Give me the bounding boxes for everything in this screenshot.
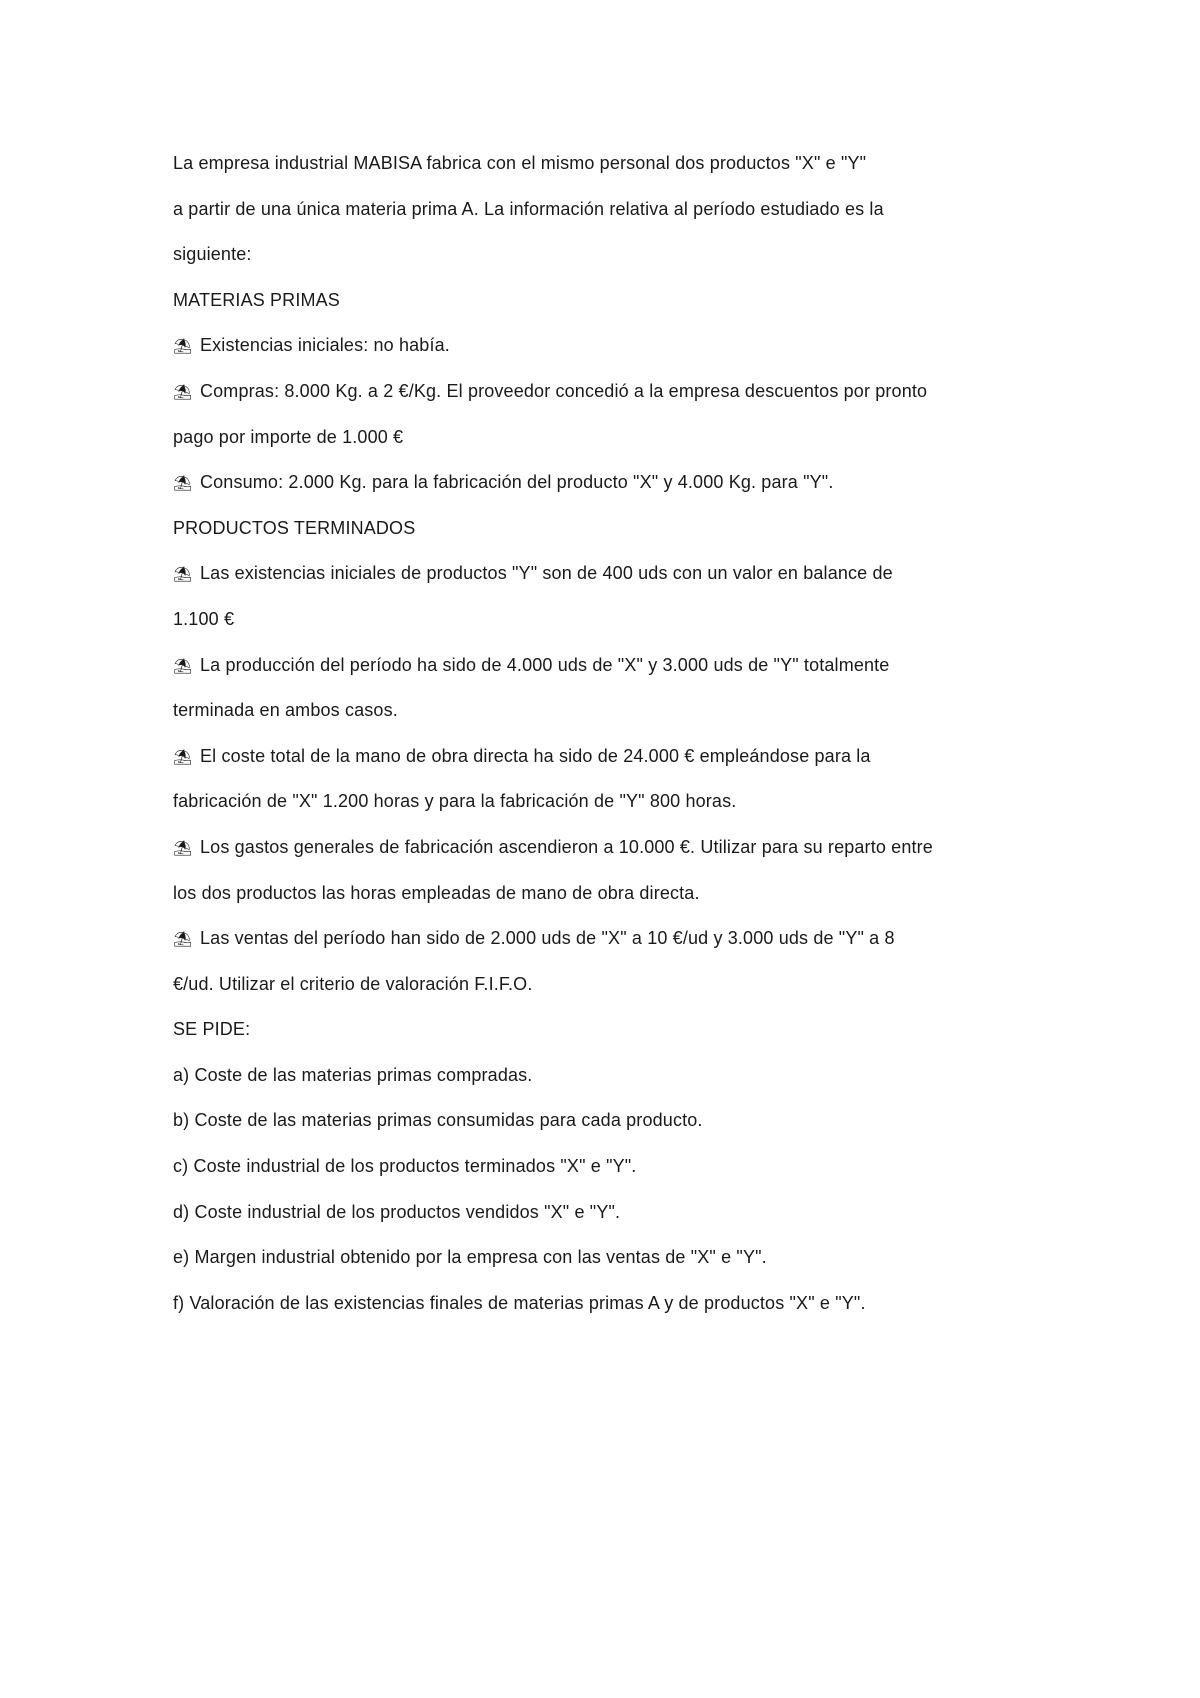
umbrella-glyph-icon: ⛱ bbox=[173, 931, 193, 949]
document-body bbox=[173, 141, 1073, 1326]
question-item: a) Coste de las materias primas compradas. bbox=[173, 1064, 533, 1085]
question-item: f) Valoración de las existencias finales de materias primas A y de productos "X" e "Y". bbox=[173, 1292, 866, 1313]
question-item: e) Margen industrial obtenido por la empresa con las ventas de "X" e "Y". bbox=[173, 1247, 767, 1268]
bullet-item bbox=[173, 825, 1073, 871]
intro-line: La empresa industrial MABISA fabrica con el mismo personal dos productos "X" e "Y" bbox=[173, 153, 867, 173]
continuation-line: fabricación de "X" 1.200 horas y para la fabricación de "Y" 800 horas. bbox=[173, 791, 737, 812]
bullet-text: La producción del período ha sido de 4.000 uds de "X" y 3.000 uds de "Y" totalmente bbox=[200, 654, 890, 675]
continuation-line: pago por importe de 1.000 € bbox=[173, 426, 404, 447]
intro-line: a partir de una única materia prima A. La información relativa al período estudiado es la bbox=[173, 198, 884, 219]
umbrella-glyph-icon: ⛱ bbox=[173, 748, 193, 766]
continuation-line: €/ud. Utilizar el criterio de valoración F.I.F.O. bbox=[173, 973, 533, 994]
bullet-text: Las existencias iniciales de productos "Y" son de 400 uds con un valor en balance de bbox=[200, 563, 893, 584]
section-heading-se-pide: SE PIDE: bbox=[173, 1019, 251, 1040]
bullet-item bbox=[173, 734, 1073, 780]
bullet-text: Compras: 8.000 Kg. a 2 €/Kg. El proveedor concedió a la empresa descuentos por pronto bbox=[200, 380, 928, 401]
bullet-item bbox=[173, 460, 1073, 506]
question-item: b) Coste de las materias primas consumidas para cada producto. bbox=[173, 1110, 703, 1131]
bullet-item bbox=[173, 643, 1073, 689]
continuation-line: 1.100 € bbox=[173, 608, 235, 629]
umbrella-glyph-icon: ⛱ bbox=[173, 657, 193, 675]
question-item: d) Coste industrial de los productos vendidos "X" e "Y". bbox=[173, 1201, 621, 1222]
bullet-text: El coste total de la mano de obra directa ha sido de 24.000 € empleándose para la bbox=[200, 745, 871, 766]
intro-line: siguiente: bbox=[173, 244, 252, 265]
continuation-line: terminada en ambos casos. bbox=[173, 700, 398, 721]
umbrella-glyph-icon: ⛱ bbox=[173, 566, 193, 584]
bullet-text: Los gastos generales de fabricación ascendieron a 10.000 €. Utilizar para su reparto entre bbox=[200, 836, 933, 857]
umbrella-glyph-icon: ⛱ bbox=[173, 839, 193, 857]
umbrella-glyph-icon: ⛱ bbox=[173, 338, 193, 356]
bullet-text: Las ventas del período han sido de 2.000 uds de "X" a 10 €/ud y 3.000 uds de "Y" a 8 bbox=[200, 928, 895, 949]
umbrella-glyph-icon: ⛱ bbox=[173, 475, 193, 493]
bullet-text: Existencias iniciales: no había. bbox=[200, 335, 450, 356]
umbrella-glyph-icon: ⛱ bbox=[173, 383, 193, 401]
question-item: c) Coste industrial de los productos terminados "X" e "Y". bbox=[173, 1156, 637, 1177]
bullet-text: Consumo: 2.000 Kg. para la fabricación del producto "X" y 4.000 Kg. para "Y". bbox=[200, 472, 834, 493]
bullet-item bbox=[173, 369, 1073, 415]
section-heading-materias-primas: MATERIAS PRIMAS bbox=[173, 289, 340, 310]
bullet-item bbox=[173, 551, 1073, 597]
bullet-item bbox=[173, 323, 1073, 369]
section-heading-productos-terminados: PRODUCTOS TERMINADOS bbox=[173, 517, 416, 538]
bullet-item bbox=[173, 916, 1073, 962]
continuation-line: los dos productos las horas empleadas de mano de obra directa. bbox=[173, 882, 700, 903]
